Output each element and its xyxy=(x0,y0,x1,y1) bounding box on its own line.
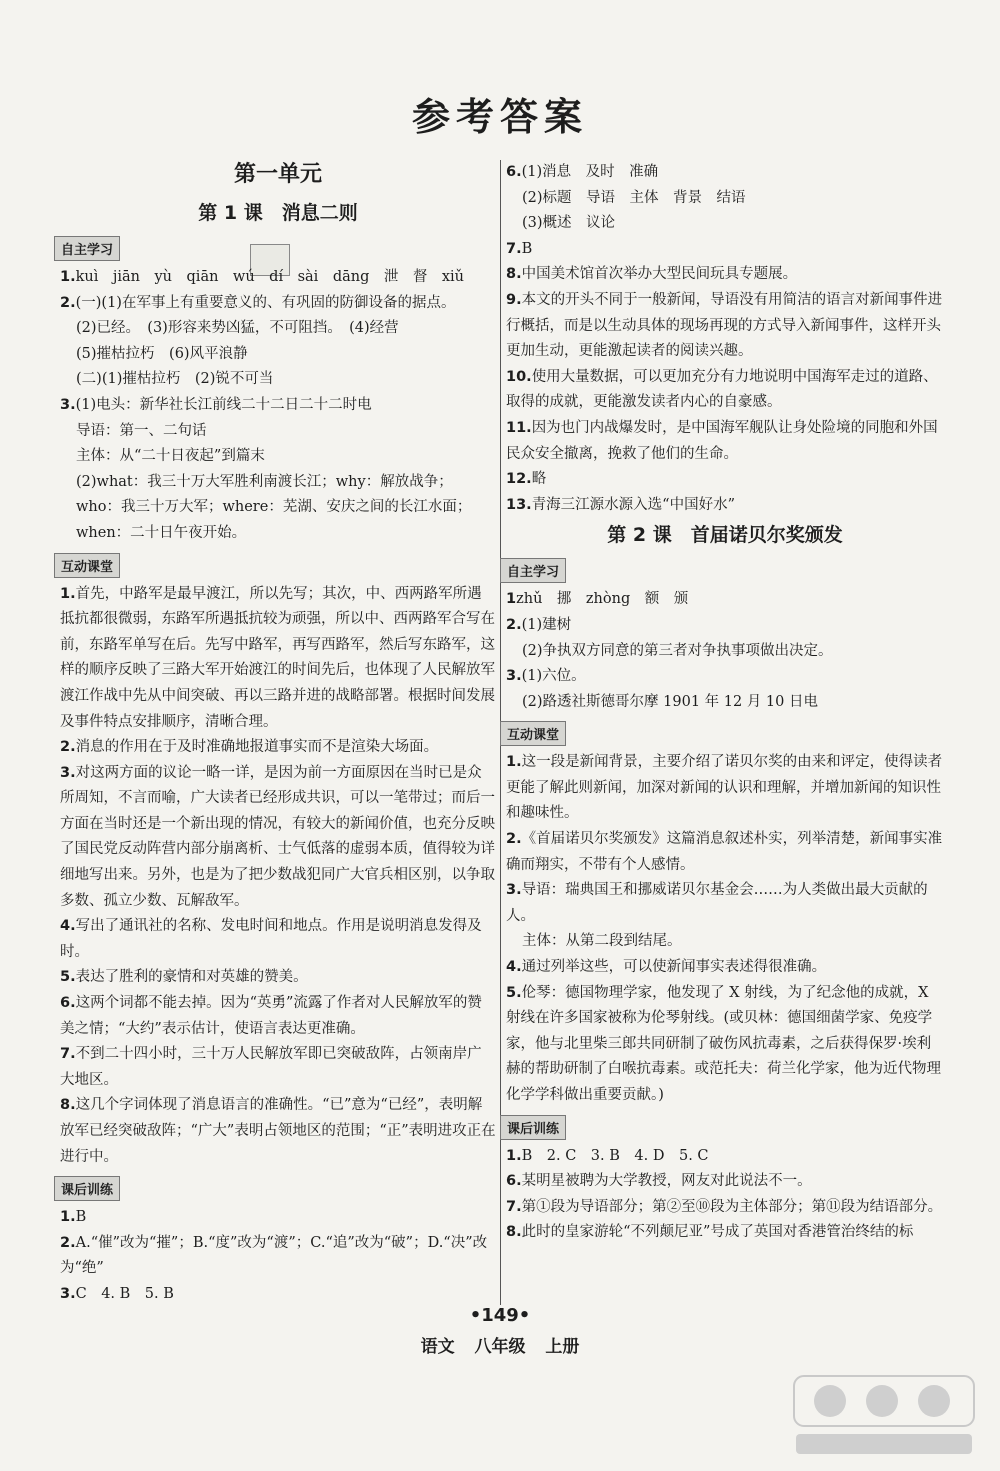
answer-item: 6.这两个词都不能去掉。因为“英勇”流露了作者对人民解放军的赞美之情；“大约”表示估计，使语言表达更准确。 xyxy=(60,995,482,1037)
section-label-after-class: 课后训练 xyxy=(54,1176,120,1201)
answer-item: 1.首先，中路军是最早渡江，所以先写；其次，中、西两路军所遇抵抗都很微弱，东路军所遇抵抗较为顽强，所以中、西两路军合写在前，东路军单写在后。先写中路军，再写西路军，然后写东路军，这样的顺序反映了三路大军开始渡江的时间先后，也体现了人民解放军渡江作战中先从中间突破、再以三路并进的战略部署。根据时间发展及事件特点安排顺序，清晰合理。 xyxy=(60,585,495,730)
answer-item: 2.消息的作用在于及时准确地报道事实而不是渲染大场面。 xyxy=(60,739,439,756)
watermark-logo xyxy=(790,1372,980,1460)
section-label-interactive: 互动课堂 xyxy=(54,553,120,578)
section-label-after-class: 课后训练 xyxy=(500,1115,566,1140)
answer-item: 13.青海三江源水源入选“中国好水” xyxy=(506,496,736,513)
lesson-title: 第 2 课 首届诺贝尔奖颁发 xyxy=(607,524,843,547)
answer-item: 7.不到二十四小时，三十万人民解放军即已突破敌阵，占领南岸广大地区。 xyxy=(60,1046,482,1088)
section-label-self-study: 自主学习 xyxy=(54,236,120,261)
answer-item: 6.(1)消息 及时 准确 xyxy=(506,164,659,180)
answer-line: (3)概述 议论 xyxy=(522,215,616,232)
answer-item: 3.对这两方面的议论一略一详，是因为前一方面原因在当时已是众所周知，不言而喻，广大读者已经形成共识，可以一笔带过；而后一方面在当时还是一个新出现的情况，有较大的新闻价值，也充分反映了国民党反动阵营内部分崩离析、士气低落的虚弱本质，值得较为详细地写出来。另外，也是为了把少数战犯同广大官兵相区别，以争取多数、孤立少数、瓦解敌军。 xyxy=(60,764,495,909)
answer-item: 1.kuì jiān yù qiān wú dí sài dāng 泄 督 xiǔ xyxy=(60,269,465,285)
lesson-title: 第 1 课 消息二则 xyxy=(198,202,358,224)
answer-item: 3.导语：瑞典国王和挪威诺贝尔基金会……为人类做出最大贡献的人。 xyxy=(506,882,928,924)
answer-line: (2)标题 导语 主体 背景 结语 xyxy=(522,189,746,206)
answer-line: 导语：第一、二句话 xyxy=(76,422,207,439)
answer-line: (2)已经。 (3)形容来势凶猛，不可阻挡。 (4)经营 xyxy=(76,320,399,337)
answer-item: 8.这几个字词体现了消息语言的准确性。“已”意为“已经”，表明解放军已经突破敌阵；“广大”表明占领地区的范围；“正”表明进攻正在进行中。 xyxy=(60,1097,496,1165)
answer-item: 1.B 2. C 3. B 4. D 5. C xyxy=(506,1147,709,1164)
page-title: 参考答案 xyxy=(411,95,588,139)
book-info: 语文 八年级 上册 xyxy=(420,1337,580,1357)
page-number: •149• xyxy=(469,1305,531,1326)
answer-line: (2)路透社斯德哥尔摩 1901 年 12 月 10 日电 xyxy=(522,693,818,710)
answer-item: 8.中国美术馆首次举办大型民间玩具专题展。 xyxy=(506,266,798,283)
answer-item: 4.通过列举这些，可以使新闻事实表述得很准确。 xyxy=(506,959,827,976)
answer-item: 2.《首届诺贝尔奖颁发》这篇消息叙述朴实，列举清楚，新闻事实准确而翔实，不带有个人感情。 xyxy=(506,831,943,873)
answer-line: (二)(1)摧枯拉朽 (2)锐不可当 xyxy=(76,371,274,388)
answer-line: 主体：从“二十日夜起”到篇末 xyxy=(76,448,265,465)
answer-line: (2)争执双方同意的第三者对争执事项做出决定。 xyxy=(522,642,833,659)
left-column xyxy=(60,160,496,1308)
answer-item: 7.B xyxy=(506,240,533,257)
answer-item: 3.(1)电头：新华社长江前线二十二日二十二时电 xyxy=(60,396,372,413)
answer-item: 2.A.“催”改为“摧”；B.“度”改为“渡”；C.“追”改为“破”；D.“决”改为“绝” xyxy=(60,1234,488,1277)
section-label-self-study: 自主学习 xyxy=(500,558,566,583)
answer-item: 3.(1)六位。 xyxy=(506,668,586,685)
answer-item: 3.C 4. B 5. B xyxy=(60,1285,174,1302)
answer-item: 11.因为也门内战爆发时，是中国海军舰队让身处险境的同胞和外国民众安全撤离，挽救了他们的生命。 xyxy=(506,419,938,462)
answer-line: 主体：从第二段到结尾。 xyxy=(522,933,682,950)
answer-line: (2)what：我三十万大军胜利南渡长江；why：解放战争；who：我三十万大军；where：芜湖、安庆之间的长江水面；when：二十日午夜开始。 xyxy=(76,473,472,541)
answer-item: 8.此时的皇家游轮“不列颠尼亚”号成了英国对香港管治终结的标 xyxy=(506,1224,914,1241)
right-column xyxy=(506,160,944,1246)
answer-item: 10.使用大量数据，可以更加充分有力地说明中国海军走过的道路、取得的成就，更能激发读者内心的自豪感。 xyxy=(506,368,938,411)
answer-item: 7.第①段为导语部分；第②至⑩段为主体部分；第⑪段为结语部分。 xyxy=(506,1198,943,1215)
answer-item: 9.本文的开头不同于一般新闻，导语没有用简洁的语言对新闻事件进行概括，而是以生动具体的现场再现的方式导入新闻事件，这样开头更加生动，更能激起读者的阅读兴趣。 xyxy=(506,291,943,360)
answer-item: 1.B xyxy=(60,1209,87,1226)
unit-title: 第一单元 xyxy=(233,162,322,187)
answer-item: 5.表达了胜利的豪情和对英雄的赞美。 xyxy=(60,969,308,986)
section-label-interactive: 互动课堂 xyxy=(500,721,566,746)
answer-item: 6.某明星被聘为大学教授，网友对此说法不一。 xyxy=(506,1173,812,1190)
answer-item: 1.这一段是新闻背景，主要介绍了诺贝尔奖的由来和评定，使得读者更能了解此则新闻，加深对新闻的认识和理解，并增加新闻的知识性和趣味性。 xyxy=(506,754,943,822)
answer-item: 2.(1)建树 xyxy=(506,616,572,633)
answer-item: 4.写出了通讯社的名称、发电时间和地点。作用是说明消息发得及时。 xyxy=(60,918,482,960)
answer-line: (5)摧枯拉朽 (6)风平浪静 xyxy=(76,345,248,362)
answer-item: 5.伦琴：德国物理学家，他发现了 X 射线，为了纪念他的成就，X 射线在许多国家被称为伦琴射线。(或贝林：德国细菌学家、免疫学家，他与北里柴三郎共同研制了破伤风抗毒素，之后获得保罗·埃利赫的帮助研制了白喉抗毒素。或范托夫：荷兰化学家，他为近代物理化学学科做出重要贡献。) xyxy=(506,984,941,1103)
answer-item: 12.略 xyxy=(506,471,547,488)
answer-item: 1zhǔ 挪 zhòng 额 颁 xyxy=(506,591,689,608)
answer-item: 2.(一)(1)在军事上有重要意义的、有巩固的防御设备的据点。 xyxy=(60,294,456,311)
